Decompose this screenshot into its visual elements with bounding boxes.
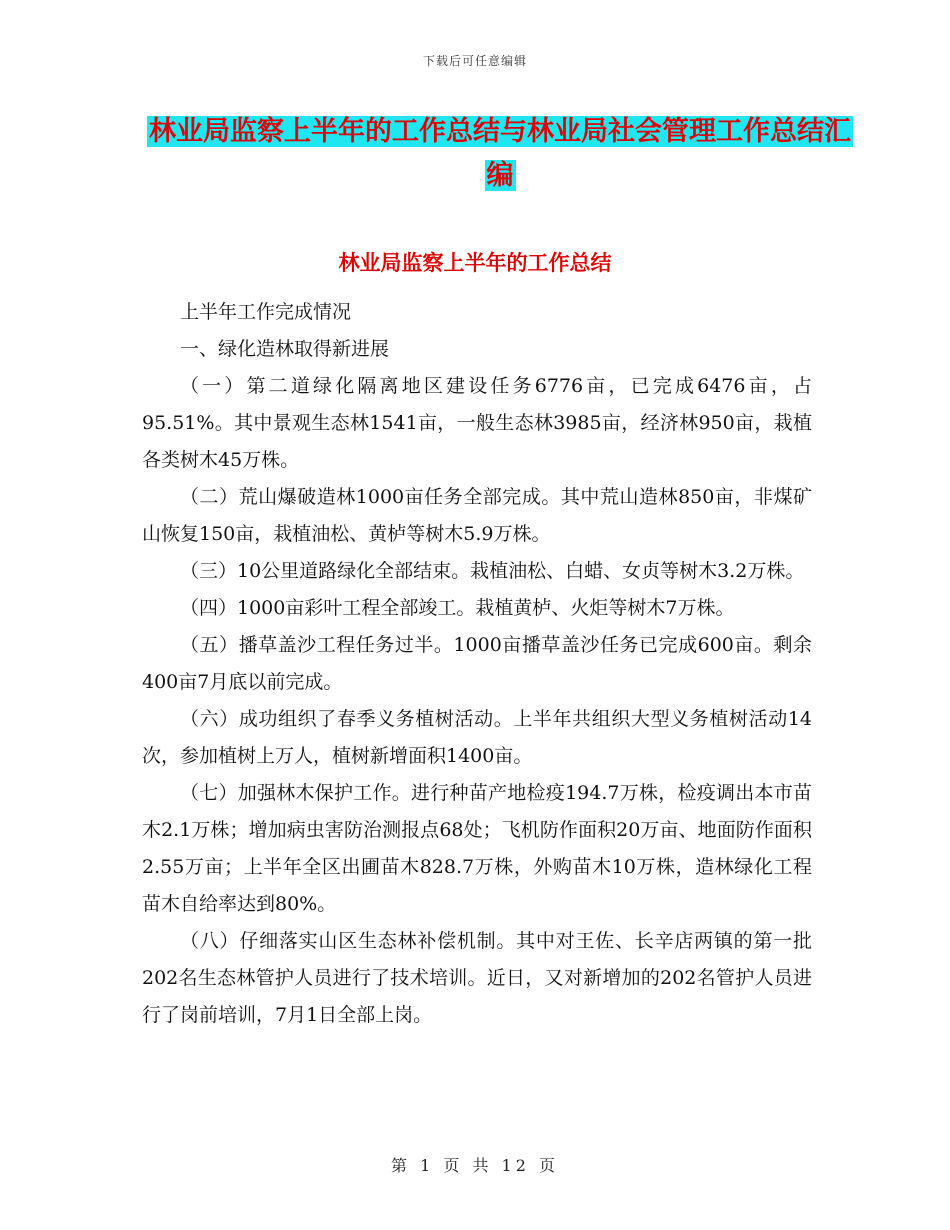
paragraph: （八）仔细落实山区生态林补偿机制。其中对王佐、长辛店两镇的第一批202名生态林管护人员进行了技术培训。近日，又对新增加的202名管护人员进行了岗前培训，7月1日全部上岗。 bbox=[142, 930, 812, 1026]
paragraph: （五）播草盖沙工程任务过半。1000亩播草盖沙任务已完成600亩。剩余400亩7月底以前完成。 bbox=[142, 634, 812, 693]
document-title-text: 林业局监察上半年的工作总结与林业局社会管理工作总结汇编 bbox=[149, 116, 851, 191]
paragraph: 上半年工作完成情况 bbox=[180, 301, 352, 323]
paragraph: （六）成功组织了春季义务植树活动。上半年共组织大型义务植树活动14次，参加植树上万人，植树新增面积1400亩。 bbox=[142, 708, 812, 767]
header-note: 下载后可任意编辑 bbox=[422, 54, 527, 68]
paragraph: （一）第二道绿化隔离地区建设任务6776亩，已完成6476亩，占95.51%。其中景观生态林1541亩，一般生态林3985亩，经济林950亩，栽植各类树木45万株。 bbox=[142, 375, 812, 471]
paragraph: （四）1000亩彩叶工程全部竣工。栽植黄栌、火炬等树木7万株。 bbox=[180, 597, 735, 619]
paragraph: （七）加强林木保护工作。进行种苗产地检疫194.7万株，检疫调出本市苗木2.1万株；增加病虫害防治测报点68处；飞机防作面积20万亩、地面防作面积2.55万亩；上半年全区出圃苗木828.7万株，外购苗木10万株，造林绿化工程苗木自给率达到80%。 bbox=[142, 782, 812, 915]
paragraph: （三）10公里道路绿化全部结束。栽植油松、白蜡、女贞等树木3.2万株。 bbox=[180, 560, 805, 582]
section-title: 林业局监察上半年的工作总结 bbox=[338, 251, 612, 275]
document-title bbox=[140, 110, 860, 198]
paragraph: 一、绿化造林取得新进展 bbox=[180, 338, 390, 360]
document-body bbox=[142, 294, 812, 1034]
page-number: 第 1 页 共 12 页 bbox=[391, 1156, 559, 1175]
paragraph: （二）荒山爆破造林1000亩任务全部完成。其中荒山造林850亩，非煤矿山恢复150亩，栽植油松、黄栌等树木5.9万株。 bbox=[142, 486, 812, 545]
